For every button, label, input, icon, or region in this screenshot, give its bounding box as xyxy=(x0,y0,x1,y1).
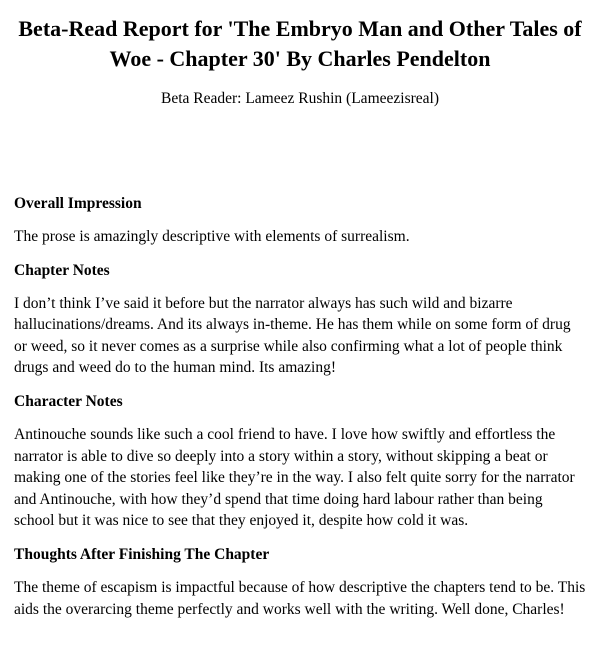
section-chapter-notes xyxy=(14,260,586,379)
report-content xyxy=(14,193,586,620)
beta-reader-line: Beta Reader: Lameez Rushin (Lameezisreal) xyxy=(160,90,439,107)
section-body: The theme of escapism is impactful because of how descriptive the chapters tend to be. This aids the overarcing theme perfectly and works well with the writing. Well done, Charles! xyxy=(14,578,586,618)
section-heading: Overall Impression xyxy=(14,195,142,212)
section-body: I don’t think I’ve said it before but the narrator always has such wild and bizarre hallucinations/dreams. And its always in-theme. He has them while on some form of drug or weed, so it never comes as a surprise while also confirming what a lot of people think drugs and weed do to the human mind. Its amazing! xyxy=(14,294,571,377)
section-overall-impression xyxy=(14,193,586,248)
section-heading: Character Notes xyxy=(14,392,123,410)
document-title: Beta-Read Report for 'The Embryo Man and Other Tales of Woe - Chapter 30' By Charles Pendelton xyxy=(18,16,582,71)
section-body: The prose is amazingly descriptive with elements of surrealism. xyxy=(14,228,410,245)
section-thoughts-after-finishing xyxy=(14,544,586,620)
section-heading: Chapter Notes xyxy=(14,261,110,279)
section-character-notes xyxy=(14,391,586,532)
section-body: Antinouche sounds like such a cool friend to have. I love how swiftly and effortless the narrator is able to dive so deeply into a story within a story, without skipping a beat or making one of the stories feel like they’re in the way. I also felt quite sorry for the narrator and Antinouche, with how they’d spend that time doing hard labour rather than being school but it was nice to see that they enjoyed it, despite how cold it was. xyxy=(14,425,575,530)
section-heading: Thoughts After Finishing The Chapter xyxy=(14,545,270,563)
